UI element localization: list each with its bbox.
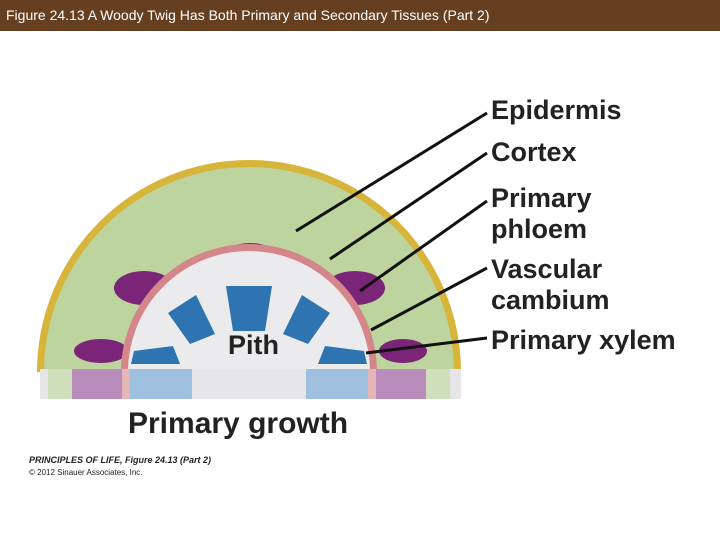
label-pith: Pith <box>228 330 279 360</box>
figure-title: Figure 24.13 A Woody Twig Has Both Primary and Secondary Tissues (Part 2) <box>0 0 720 31</box>
label-epidermis: Epidermis <box>491 95 622 125</box>
credit-line-1: PRINCIPLES OF LIFE, Figure 24.13 (Part 2) <box>29 455 212 465</box>
label-primary-phloem-line2: phloem <box>491 214 588 244</box>
caption-primary-growth: Primary growth <box>128 407 349 440</box>
label-vascular-cambium-line2: cambium <box>491 285 610 315</box>
label-primary-phloem-line1: Primary <box>491 183 592 213</box>
label-cortex: Cortex <box>491 137 577 167</box>
tissue-strip <box>40 369 461 399</box>
credit-line-2: © 2012 Sinauer Associates, Inc. <box>29 468 143 477</box>
label-primary-xylem: Primary xylem <box>491 325 676 355</box>
label-vascular-cambium-line1: Vascular <box>491 254 603 284</box>
